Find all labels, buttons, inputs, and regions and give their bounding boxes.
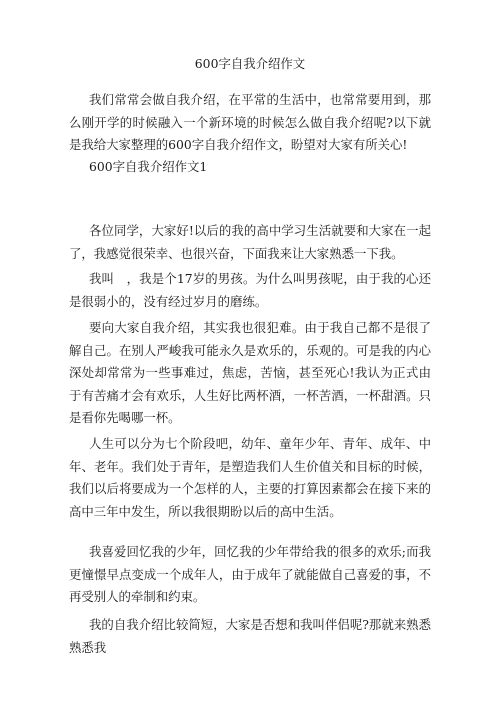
essay-subtitle: 600字自我介绍作文1 [89,159,208,174]
document-title: 600字自我介绍作文 [194,56,306,71]
body-paragraph-4: 人生可以分为七个阶段吧，幼年、童年少年、青年、成年、中年、老年。我们处于青年，是塑造我们人生价值关和目标的时候，我们以后将要成为一个怎样的人，主要的打算因素都会在接下来的高中三年中发生，所以我很期盼以后的高中生活。 [69,436,431,519]
intro-paragraph: 我们常常会做自我介绍，在平常的生活中，也常常要用到，那么刚开学的时候融入一个新环境的时候怎么做自我介绍呢?以下就是我给大家整理的600字自我介绍作文，盼望对大家有所关心! [69,92,431,153]
body-paragraph-5: 我喜爱回忆我的少年，回忆我的少年带给我的很多的欢乐;而我更憧憬早点变成一个成年人，由于成年了就能做自己喜爱的事，不再受别人的牵制和约束。 [69,544,431,605]
body-paragraph-3: 要向大家自我介绍，其实我也很犯难。由于我自己都不是很了解自己。在别人严峻我可能永久是欢乐的，乐观的。可是我的内心深处却常常为一些事难过，焦虑，苦恼，甚至死心!我认为正式由于有苦痛才会有欢乐，人生好比两杯酒，一杯苦酒，一杯甜酒。只是看你先喝哪一杯。 [69,320,431,426]
body-paragraph-1: 各位同学，大家好!以后的我的高中学习生活就要和大家在一起了，我感觉很荣幸、也很兴奋，下面我来让大家熟悉一下我。 [69,223,431,261]
body-paragraph-2: 我叫 ，我是个17岁的男孩。为什么叫男孩呢，由于我的心还是很弱小的，没有经过岁月的磨练。 [69,271,431,309]
body-paragraph-6: 我的自我介绍比较简短，大家是否想和我叫伴侣呢?那就来熟悉熟悉我 [69,617,431,655]
